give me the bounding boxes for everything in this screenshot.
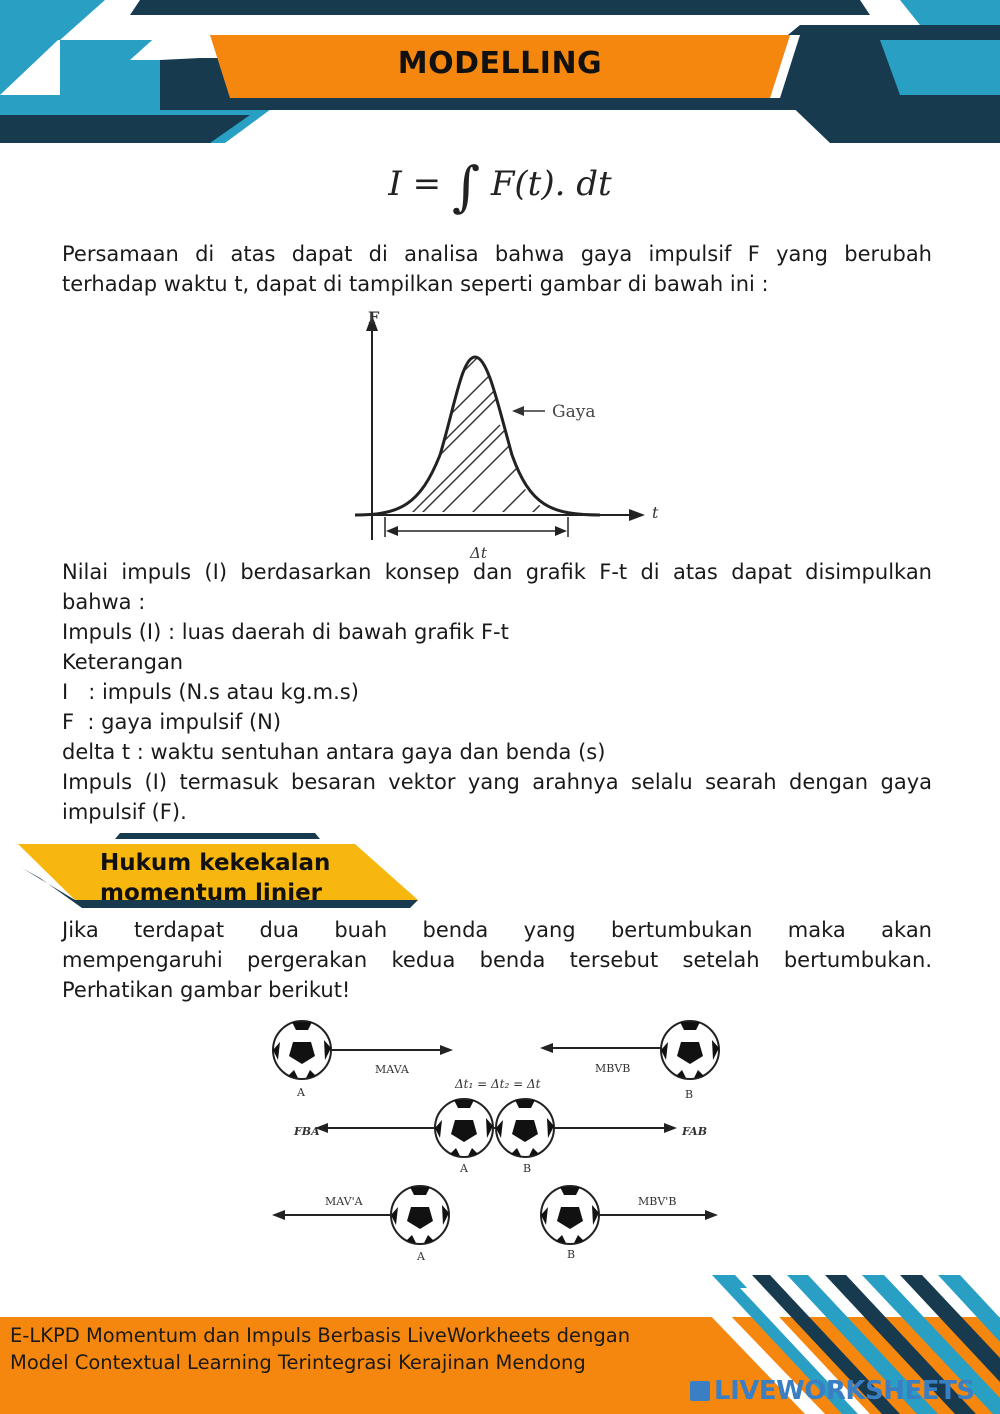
- force-ab-arrow: [664, 1123, 677, 1133]
- impulse-formula: [0, 155, 1000, 218]
- intro-paragraph: [62, 239, 932, 299]
- formula-rhs: F(t). dt: [490, 164, 612, 204]
- liveworksheets-logo[interactable]: [690, 1376, 975, 1406]
- conclusion-line: Impuls (I) : luas daerah di bawah grafik F-t: [62, 620, 509, 644]
- conclusion-line: delta t : waktu sentuhan antara gaya dan benda (s): [62, 740, 606, 764]
- momentum-line: Jika terdapat dua buah benda yang bertumbukan maka akan: [62, 918, 932, 942]
- ball-b-before: [661, 1021, 719, 1079]
- conclusion-line: bahwa :: [62, 590, 146, 614]
- time-equality-label: Δt₁ = Δt₂ = Δt: [455, 1077, 541, 1091]
- ball-b-label: B: [523, 1162, 532, 1175]
- momentum-line: Perhatikan gambar berikut!: [62, 978, 351, 1002]
- momentum-a-after-label: MAV'A: [325, 1195, 363, 1208]
- footer-line: Model Contextual Learning Terintegrasi Kerajinan Mendong: [10, 1351, 586, 1374]
- intro-line: Persamaan di atas dapat di analisa bahwa gaya impulsif F yang berubah: [62, 242, 932, 266]
- momentum-a-label: MAVA: [375, 1063, 409, 1076]
- conclusion-line: impulsif (F).: [62, 800, 187, 824]
- x-axis-label: t: [652, 503, 659, 522]
- ball-b-after: [541, 1186, 599, 1244]
- intro-line: terhadap waktu t, dapat di tampilkan seperti gambar di bawah ini :: [62, 272, 769, 296]
- section-title: [100, 848, 330, 908]
- delta-t-label: Δt: [470, 544, 487, 562]
- conclusion-line: I : impuls (N.s atau kg.m.s): [62, 680, 359, 704]
- collision-diagram: [260, 1010, 740, 1270]
- ball-a-after: [391, 1186, 449, 1244]
- momentum-b-label: MBVB: [595, 1062, 631, 1075]
- page-title: MODELLING: [397, 46, 603, 81]
- conclusion-line: Keterangan: [62, 650, 184, 674]
- hatch-area: [350, 305, 620, 545]
- integral-symbol: ∫: [451, 155, 481, 218]
- ball-a-label: A: [297, 1086, 305, 1099]
- liveworksheets-icon: [690, 1381, 710, 1401]
- ball-a-label: A: [417, 1250, 425, 1263]
- ball-a-label: A: [460, 1162, 468, 1175]
- ball-b-label: B: [685, 1088, 694, 1101]
- conclusion-line: Impuls (I) termasuk besaran vektor yang arahnya selalu searah dengan gaya: [62, 770, 932, 794]
- ball-a-before: [273, 1021, 331, 1079]
- section-title-line: momentum linier: [100, 880, 323, 906]
- momentum-paragraph: [62, 915, 932, 1005]
- footer-text: [10, 1322, 630, 1376]
- gaya-label: Gaya: [552, 402, 596, 422]
- momentum-line: mempengaruhi pergerakan kedua benda tersebut setelah bertumbukan.: [62, 948, 932, 972]
- conclusion-line: F : gaya impulsif (N): [62, 710, 282, 734]
- ball-a-collision: [435, 1099, 493, 1157]
- conclusion-line: Nilai impuls (I) berdasarkan konsep dan grafik F-t di atas dapat disimpulkan: [62, 560, 932, 584]
- force-ab-label: FAB: [682, 1125, 707, 1138]
- conclusion-paragraph: [62, 557, 932, 827]
- ball-b-collision: [496, 1099, 554, 1157]
- force-ba-label: FBA: [294, 1125, 320, 1138]
- force-curve: [355, 357, 600, 515]
- y-axis-label: F: [368, 308, 380, 327]
- ball-b-label: B: [567, 1248, 576, 1261]
- momentum-b-after-label: MBV'B: [638, 1195, 677, 1208]
- force-time-graph: [340, 305, 680, 565]
- x-axis-arrow: [629, 509, 645, 521]
- footer-line: E-LKPD Momentum dan Impuls Berbasis LiveWorkheets dengan: [10, 1324, 631, 1347]
- section-title-line: Hukum kekekalan: [100, 850, 331, 876]
- formula-lhs: I =: [388, 164, 442, 204]
- liveworksheets-brand: LIVEWORKSHEETS: [714, 1376, 975, 1406]
